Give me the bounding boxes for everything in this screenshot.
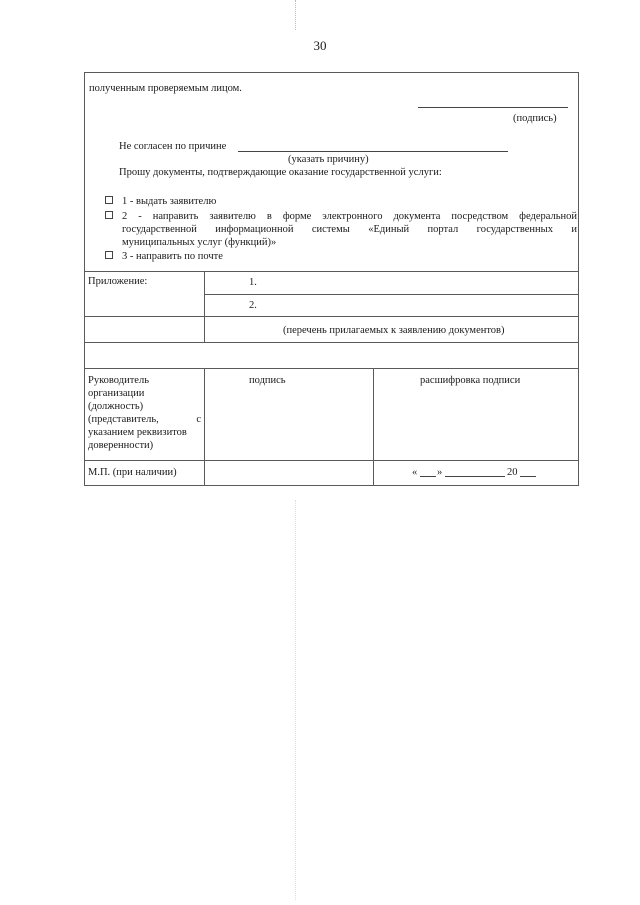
head-decode-cell[interactable] xyxy=(374,369,578,460)
received-text: полученным проверяемым лицом. xyxy=(89,83,242,94)
head-label-line-4: (представитель, с xyxy=(88,414,201,425)
option-mail[interactable]: 3 - направить по почте xyxy=(105,250,575,263)
decode-header: расшифровка подписи xyxy=(420,375,521,386)
head-label-cell xyxy=(85,369,205,460)
attachment-label: Приложение: xyxy=(88,276,148,287)
attachment-row xyxy=(85,272,578,317)
option-issue[interactable]: 1 - выдать заявителю xyxy=(105,195,575,208)
fold-line-bottom xyxy=(295,500,297,900)
date-close-quote: » xyxy=(437,467,443,478)
attachment-caption-row xyxy=(85,317,578,343)
stamp-label-cell xyxy=(85,461,205,485)
page-number: 30 xyxy=(313,38,327,53)
checkbox-issue-icon[interactable] xyxy=(105,196,113,204)
head-label-line-1: Руководитель xyxy=(88,375,149,386)
checkbox-electronic-icon[interactable] xyxy=(105,211,113,219)
attachment-list-cell xyxy=(205,272,578,316)
date-year-prefix: 20 xyxy=(507,467,518,478)
stamp-label: М.П. (при наличии) xyxy=(88,467,177,478)
option-electronic[interactable]: 2 - направить заявителю в форме электронного документа посредством федеральной государственной информационной системы «Единый портал государственных и муниципальных услуг (функций)» xyxy=(105,210,575,250)
reason-caption: (указать причину) xyxy=(288,154,369,165)
head-signature-cell[interactable] xyxy=(205,369,374,460)
date-year-line[interactable] xyxy=(520,476,536,477)
attachment-item-1[interactable]: 1. xyxy=(205,272,578,295)
attachment-caption: (перечень прилагаемых к заявлению документов) xyxy=(283,325,505,336)
date-month-line[interactable] xyxy=(445,476,505,477)
signature-header: подпись xyxy=(249,375,286,386)
checkbox-mail-icon[interactable] xyxy=(105,251,113,259)
stamp-empty-cell xyxy=(205,461,374,485)
stamp-row xyxy=(85,461,578,485)
disagree-label: Не согласен по причине xyxy=(119,141,227,152)
attachment-caption-cell xyxy=(205,317,578,342)
request-text: Прошу документы, подтверждающие оказание государственной услуги: xyxy=(119,167,442,178)
fold-line-top xyxy=(295,0,297,30)
date-cell[interactable] xyxy=(374,461,578,485)
reason-input-line[interactable] xyxy=(238,151,508,152)
signature-caption: (подпись) xyxy=(513,113,557,124)
attachment-item-2[interactable]: 2. xyxy=(249,300,257,311)
head-label-line-5: указанием реквизитов xyxy=(88,427,187,438)
spacer-row xyxy=(85,343,578,369)
decision-block xyxy=(85,73,578,272)
application-form xyxy=(84,72,579,486)
date-open-quote: « xyxy=(412,467,418,478)
attachment-caption-empty-cell xyxy=(85,317,205,342)
head-label-line-2: организации xyxy=(88,388,145,399)
attachment-label-cell xyxy=(85,272,205,316)
head-label-line-6: доверенности) xyxy=(88,440,154,451)
head-label-line-3: (должность) xyxy=(88,401,144,412)
head-signature-row xyxy=(85,369,578,461)
signature-line[interactable] xyxy=(418,107,568,108)
date-day-line[interactable] xyxy=(420,476,436,477)
